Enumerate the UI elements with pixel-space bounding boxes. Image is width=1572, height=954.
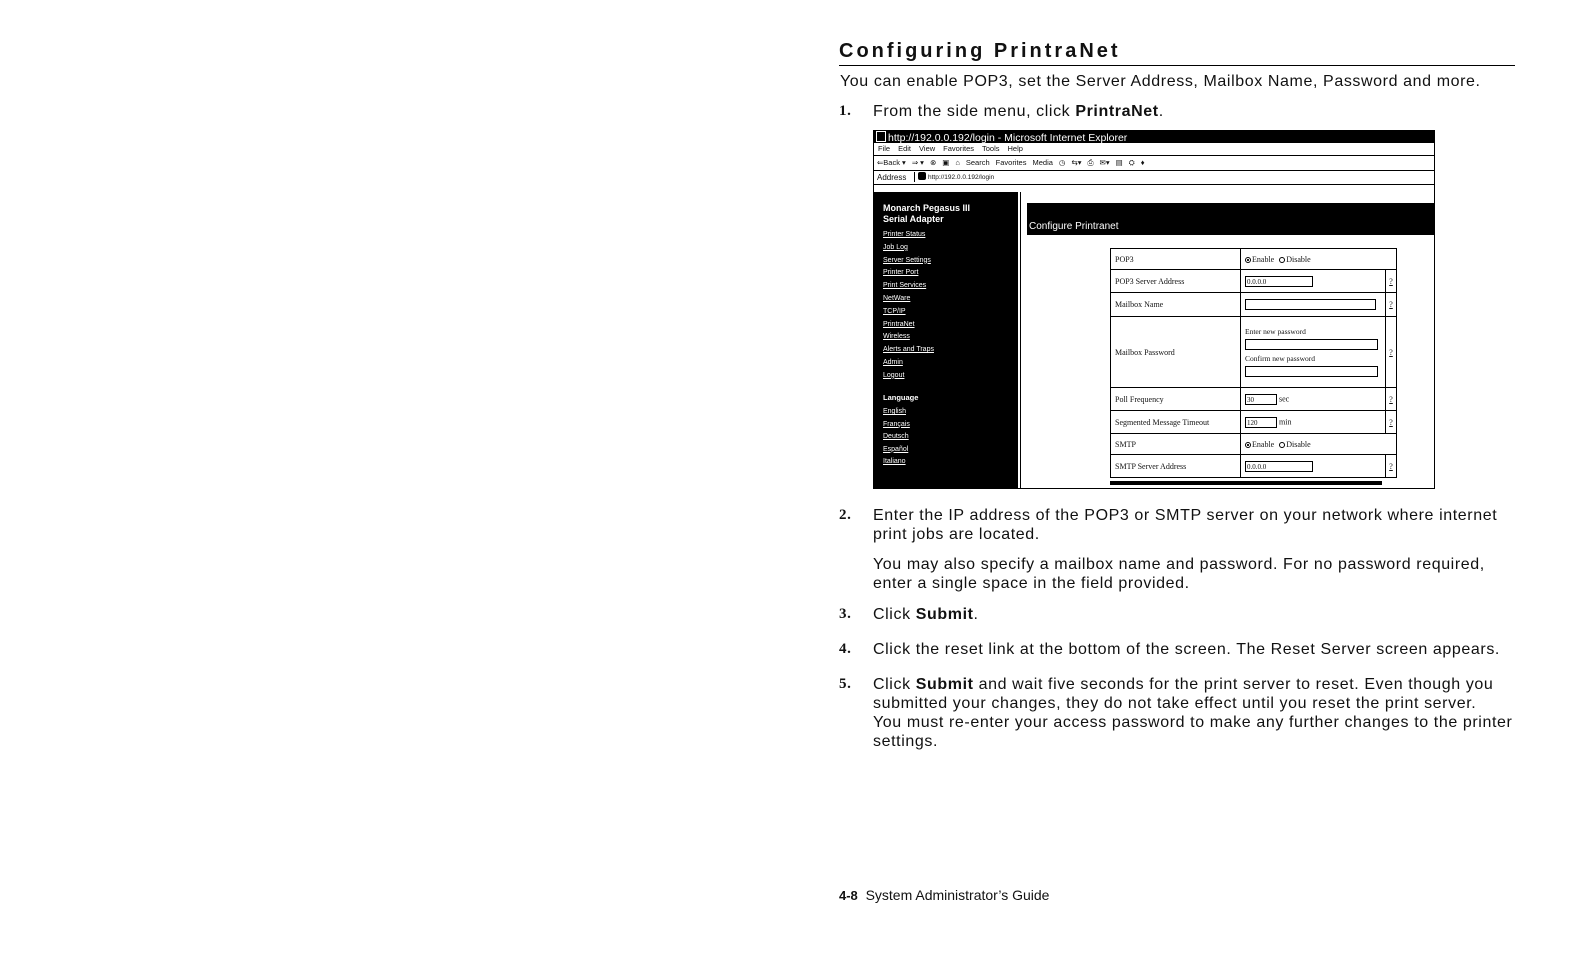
pop3-enable-radio[interactable] bbox=[1245, 257, 1251, 263]
nav-printer-port[interactable]: Printer Port bbox=[883, 269, 919, 277]
page-number: 4-8 bbox=[839, 888, 858, 903]
lang-english[interactable]: English bbox=[883, 408, 906, 415]
form-row-poll-frequency bbox=[1111, 388, 1397, 411]
poll-frequency-input[interactable]: 30 bbox=[1245, 394, 1277, 405]
help-link[interactable]: ? bbox=[1386, 317, 1397, 388]
form-row-mailbox-name bbox=[1111, 293, 1397, 317]
search-button[interactable]: Search bbox=[965, 158, 990, 167]
segmented-timeout-input[interactable]: 120 bbox=[1245, 417, 1277, 428]
step-number: 2. bbox=[839, 507, 852, 523]
step-number: 1. bbox=[839, 103, 852, 119]
step-text: and wait five seconds for the print server to reset. Even though you submitted your changes, they do not take effect until you reset the print server. bbox=[873, 676, 1494, 712]
menu-tools[interactable]: Tools bbox=[982, 144, 1000, 153]
back-button[interactable]: ⇐Back ▾ bbox=[877, 158, 906, 167]
form-row-mailbox-password bbox=[1111, 317, 1397, 388]
page-title: Configure Printranet bbox=[1029, 221, 1119, 232]
segmented-unit: min bbox=[1279, 416, 1292, 426]
messenger-icon[interactable]: ♦ bbox=[1140, 158, 1145, 167]
step-text: Click bbox=[873, 606, 916, 623]
lang-deutsch[interactable]: Deutsch bbox=[883, 433, 909, 441]
help-link[interactable]: ? bbox=[1386, 411, 1397, 434]
pop3-disable-radio[interactable] bbox=[1279, 257, 1285, 263]
poll-frequency-label: Poll Frequency bbox=[1111, 388, 1241, 411]
edit-icon[interactable]: ▤ bbox=[1115, 158, 1123, 167]
step-3 bbox=[839, 605, 1515, 624]
forward-button[interactable]: ⇒ ▾ bbox=[911, 158, 924, 167]
nav-job-log[interactable]: Job Log bbox=[883, 243, 908, 251]
step-number: 4. bbox=[839, 641, 852, 657]
form-row-pop3-server bbox=[1111, 270, 1397, 293]
smtp-server-input[interactable]: 0.0.0.0 bbox=[1245, 461, 1313, 472]
language-links bbox=[883, 406, 910, 469]
browser-screenshot bbox=[873, 130, 1435, 489]
confirm-password-label: Confirm new password bbox=[1245, 354, 1315, 363]
nav-print-services[interactable]: Print Services bbox=[883, 282, 927, 290]
ie-page-icon bbox=[918, 172, 926, 180]
browser-toolbar bbox=[874, 156, 1434, 171]
enable-label: Enable bbox=[1252, 254, 1275, 264]
step-text: Click the reset link at the bottom of the screen. The Reset Server screen appears. bbox=[873, 641, 1500, 658]
smtp-enable-radio[interactable] bbox=[1245, 442, 1251, 448]
manual-page bbox=[839, 40, 1515, 751]
disable-label: Disable bbox=[1286, 439, 1311, 449]
segmented-timeout-label: Segmented Message Timeout bbox=[1111, 411, 1241, 434]
window-title: http://192.0.0.192/login - Microsoft Internet Explorer bbox=[888, 132, 1128, 144]
page-icon bbox=[876, 131, 886, 142]
form-row-pop3 bbox=[1111, 249, 1397, 270]
home-icon[interactable]: ⌂ bbox=[955, 158, 960, 167]
smtp-server-label: SMTP Server Address bbox=[1111, 455, 1241, 478]
product-title-text: Monarch Pegasus III Serial Adapter bbox=[883, 203, 971, 224]
menu-help[interactable]: Help bbox=[1007, 144, 1023, 153]
disable-label: Disable bbox=[1286, 254, 1311, 264]
refresh-icon[interactable]: ▣ bbox=[942, 158, 950, 167]
nav-printer-status[interactable]: Printer Status bbox=[883, 231, 926, 238]
help-link[interactable]: ? bbox=[1386, 270, 1397, 293]
step-bold-text: Submit bbox=[915, 606, 974, 623]
step-text: . bbox=[1158, 103, 1164, 120]
step-text: . bbox=[973, 606, 979, 623]
page-title-bar bbox=[1027, 203, 1434, 235]
step-number: 5. bbox=[839, 676, 852, 692]
address-value: http://192.0.0.192/login bbox=[928, 174, 995, 181]
nav-wireless[interactable]: Wireless bbox=[883, 333, 910, 341]
nav-links bbox=[883, 229, 934, 383]
step-text: You may also specify a mailbox name and password. For no password required, enter a single space in the field provided. bbox=[873, 556, 1485, 592]
lang-francais[interactable]: Français bbox=[883, 420, 910, 428]
side-menu bbox=[874, 192, 1018, 488]
favorites-button[interactable]: Favorites bbox=[995, 158, 1027, 167]
section-heading: Configuring PrintraNet bbox=[839, 40, 1515, 66]
help-link[interactable]: ? bbox=[1386, 293, 1397, 317]
form-row-segmented-timeout bbox=[1111, 411, 1397, 434]
browser-menubar bbox=[874, 143, 1434, 156]
nav-netware[interactable]: NetWare bbox=[883, 294, 911, 302]
address-label: Address bbox=[877, 173, 907, 182]
pop3-server-input[interactable]: 0.0.0.0 bbox=[1245, 276, 1313, 287]
guide-title: System Administrator’s Guide bbox=[865, 887, 1050, 903]
step-4 bbox=[839, 640, 1515, 659]
step-bold-text: PrintraNet bbox=[1075, 103, 1159, 120]
pop3-server-label: POP3 Server Address bbox=[1111, 270, 1241, 293]
intro-paragraph: You can enable POP3, set the Server Address, Mailbox Name, Password and more. bbox=[840, 73, 1481, 90]
window-titlebar bbox=[874, 131, 1434, 143]
menu-view[interactable]: View bbox=[919, 144, 936, 153]
help-link[interactable]: ? bbox=[1386, 455, 1397, 478]
history-icon[interactable]: ◷ bbox=[1058, 158, 1066, 167]
lang-italiano[interactable]: Italiano bbox=[883, 458, 906, 466]
stop-icon[interactable]: ⊗ bbox=[929, 158, 937, 167]
pop3-radio-group bbox=[1241, 249, 1397, 270]
step-text: From the side menu, click bbox=[873, 103, 1076, 120]
lang-espanol[interactable]: Español bbox=[883, 445, 909, 453]
form-row-smtp bbox=[1111, 434, 1397, 455]
menu-favorites[interactable]: Favorites bbox=[943, 144, 974, 153]
address-bar bbox=[874, 171, 1434, 185]
media-button[interactable]: Media bbox=[1032, 158, 1053, 167]
step-text: Enter the IP address of the POP3 or SMTP server on your network where internet print jobs are located. bbox=[873, 507, 1498, 543]
step-5 bbox=[839, 675, 1515, 751]
transfer-icon[interactable]: ⇆▾ bbox=[1071, 158, 1082, 167]
page-footer bbox=[839, 887, 1049, 903]
enter-password-label: Enter new password bbox=[1245, 327, 1306, 336]
product-title bbox=[883, 203, 993, 225]
smtp-label: SMTP bbox=[1111, 434, 1241, 455]
nav-server-settings[interactable]: Server Settings bbox=[883, 256, 931, 264]
step-1 bbox=[839, 102, 1515, 121]
step-text: Click bbox=[873, 676, 916, 693]
mailbox-password-label: Mailbox Password bbox=[1111, 317, 1241, 388]
nav-tcpip[interactable]: TCP/IP bbox=[883, 307, 906, 315]
step-bold-text: Submit bbox=[915, 676, 974, 693]
discuss-icon[interactable]: ⛭ bbox=[1128, 158, 1135, 167]
printranet-form bbox=[1110, 248, 1397, 478]
confirm-password-input[interactable] bbox=[1245, 366, 1378, 377]
mail-icon[interactable]: ✉▾ bbox=[1099, 158, 1110, 167]
mailbox-name-input[interactable] bbox=[1245, 299, 1376, 310]
pop3-label: POP3 bbox=[1111, 249, 1241, 270]
smtp-radio-group bbox=[1241, 434, 1397, 455]
poll-unit: sec bbox=[1279, 393, 1290, 403]
help-link[interactable]: ? bbox=[1386, 388, 1397, 411]
address-input[interactable] bbox=[914, 172, 1434, 182]
form-bottom-bar bbox=[1110, 481, 1382, 485]
step-2 bbox=[839, 506, 1515, 593]
smtp-disable-radio[interactable] bbox=[1279, 442, 1285, 448]
step-text: You must re-enter your access password to make any further changes to the printer settings. bbox=[873, 714, 1513, 750]
language-label: Language bbox=[883, 393, 919, 402]
step-number: 3. bbox=[839, 606, 852, 622]
enable-label: Enable bbox=[1252, 439, 1275, 449]
print-icon[interactable]: ⎙ bbox=[1087, 158, 1094, 167]
frame-divider[interactable] bbox=[1018, 192, 1021, 488]
nav-admin[interactable]: Admin bbox=[883, 358, 903, 366]
mailbox-name-label: Mailbox Name bbox=[1111, 293, 1241, 317]
nav-printranet[interactable]: PrintraNet bbox=[883, 320, 915, 328]
nav-alerts-traps[interactable]: Alerts and Traps bbox=[883, 346, 934, 354]
new-password-input[interactable] bbox=[1245, 339, 1378, 350]
form-row-smtp-server bbox=[1111, 455, 1397, 478]
nav-logout[interactable]: Logout bbox=[883, 371, 905, 379]
menu-edit[interactable]: Edit bbox=[898, 144, 912, 153]
menu-file[interactable]: File bbox=[878, 144, 891, 153]
